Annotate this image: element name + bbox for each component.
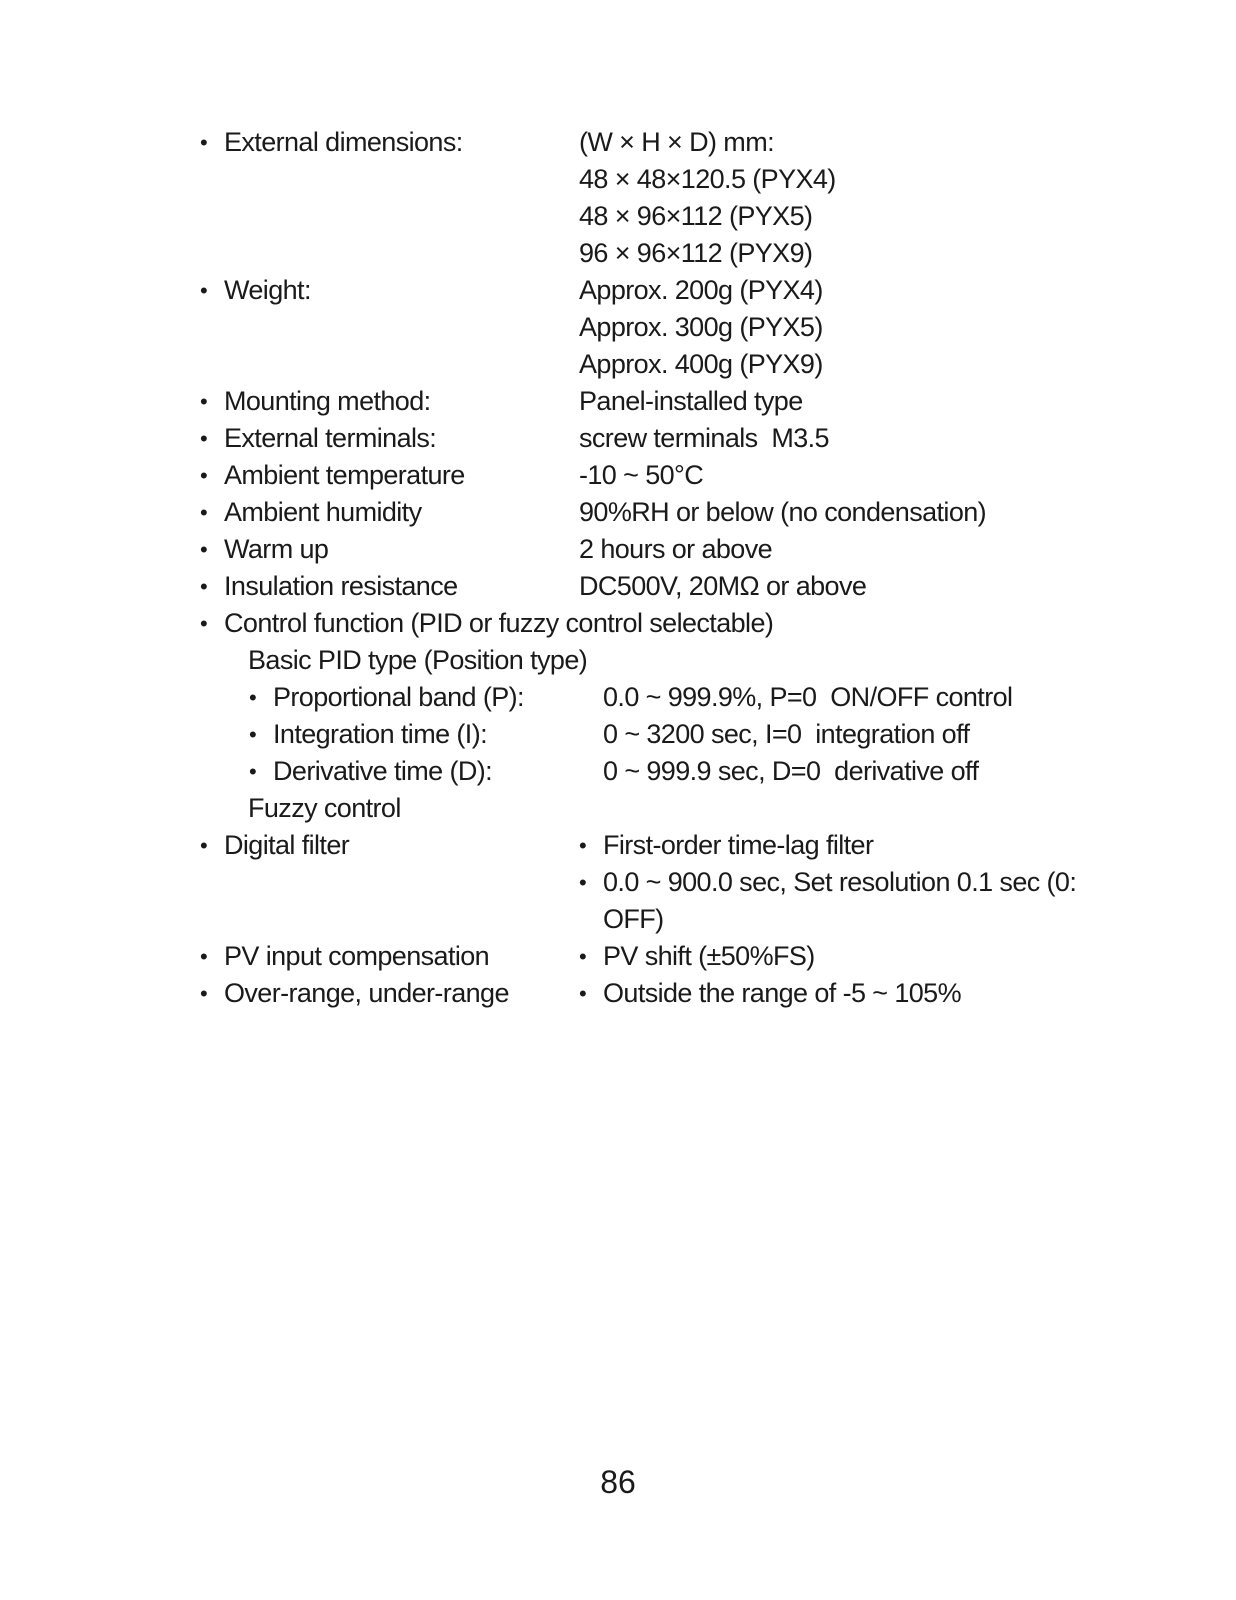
spec-value: First-order time-lag filter — [603, 830, 874, 860]
page-number: 86 — [600, 1464, 636, 1500]
bullet: • — [200, 130, 208, 155]
spec-row-continuation — [0, 198, 1236, 235]
spec-row-insulation-resistance — [0, 568, 1236, 605]
spec-label: Mounting method: — [224, 386, 431, 416]
spec-list — [0, 124, 1236, 1012]
spec-row-continuation — [0, 309, 1236, 346]
spec-value: 90%RH or below (no condensation) — [579, 497, 987, 527]
spec-row-external-terminals — [0, 420, 1236, 457]
bullet: • — [200, 389, 208, 414]
fuzzy-heading: Fuzzy control — [248, 793, 401, 823]
bullet: • — [200, 833, 208, 858]
spec-value: Outside the range of -5 ~ 105% — [603, 978, 961, 1008]
fuzzy-heading-row — [0, 790, 1236, 827]
spec-row-control-function — [0, 605, 1236, 642]
bullet: • — [579, 944, 587, 969]
spec-value: 0.0 ~ 900.0 sec, Set resolution 0.1 sec (0: — [603, 867, 1077, 897]
spec-row-continuation — [0, 235, 1236, 272]
spec-row-continuation — [0, 901, 1236, 938]
spec-label: Ambient humidity — [224, 497, 422, 527]
spec-value: Approx. 300g (PYX5) — [579, 312, 823, 342]
spec-label: Insulation resistance — [224, 571, 458, 601]
bullet: • — [579, 833, 587, 858]
spec-value: 96 × 96×112 (PYX9) — [579, 238, 813, 268]
spec-row-external-dimensions — [0, 124, 1236, 161]
spec-value: Approx. 400g (PYX9) — [579, 349, 823, 379]
pid-heading: Basic PID type (Position type) — [248, 645, 588, 675]
spec-value: screw terminals M3.5 — [579, 423, 829, 453]
spec-label: Digital filter — [224, 830, 350, 860]
bullet: • — [200, 463, 208, 488]
spec-row-pv-input-compensation — [0, 938, 1236, 975]
pid-value: 0.0 ~ 999.9%, P=0 ON/OFF control — [603, 682, 1013, 712]
bullet: • — [200, 611, 208, 636]
spec-row-weight — [0, 272, 1236, 309]
bullet: • — [200, 981, 208, 1006]
bullet: • — [579, 981, 587, 1006]
spec-label: Over-range, under-range — [224, 978, 509, 1008]
pid-row-integration-time — [0, 716, 1236, 753]
spec-value: -10 ~ 50°C — [579, 460, 704, 490]
spec-row-over-range — [0, 975, 1236, 1012]
spec-value: Panel-installed type — [579, 386, 803, 416]
pid-heading-row — [0, 642, 1236, 679]
bullet: • — [200, 537, 208, 562]
spec-value: DC500V, 20MΩ or above — [579, 571, 867, 601]
spec-row-digital-filter — [0, 827, 1236, 864]
spec-label: Warm up — [224, 534, 329, 564]
spec-row-ambient-temperature — [0, 457, 1236, 494]
spec-row-continuation — [0, 346, 1236, 383]
bullet: • — [200, 278, 208, 303]
bullet: • — [200, 426, 208, 451]
pid-label: Proportional band (P): — [273, 682, 524, 712]
spec-label: Control function (PID or fuzzy control selectable) — [224, 608, 774, 638]
spec-label: PV input compensation — [224, 941, 490, 971]
pid-row-derivative-time — [0, 753, 1236, 790]
spec-row-continuation — [0, 161, 1236, 198]
spec-value: 48 × 96×112 (PYX5) — [579, 201, 813, 231]
spec-label: Weight: — [224, 275, 311, 305]
spec-value: OFF) — [603, 904, 664, 934]
bullet: • — [579, 870, 587, 895]
spec-value: (W × H × D) mm: — [579, 127, 774, 157]
spec-label: Ambient temperature — [224, 460, 465, 490]
pid-value: 0 ~ 999.9 sec, D=0 derivative off — [603, 756, 979, 786]
bullet: • — [200, 944, 208, 969]
pid-value: 0 ~ 3200 sec, I=0 integration off — [603, 719, 970, 749]
spec-row-mounting-method — [0, 383, 1236, 420]
pid-label: Integration time (I): — [273, 719, 487, 749]
bullet: • — [200, 500, 208, 525]
spec-row-continuation — [0, 864, 1236, 901]
spec-value: PV shift (±50%FS) — [603, 941, 815, 971]
bullet: • — [249, 722, 257, 747]
pid-label: Derivative time (D): — [273, 756, 493, 786]
pid-row-proportional-band — [0, 679, 1236, 716]
spec-value: 48 × 48×120.5 (PYX4) — [579, 164, 836, 194]
spec-row-ambient-humidity — [0, 494, 1236, 531]
spec-label: External dimensions: — [224, 127, 463, 157]
spec-row-warm-up — [0, 531, 1236, 568]
spec-value: 2 hours or above — [579, 534, 773, 564]
bullet: • — [200, 574, 208, 599]
spec-value: Approx. 200g (PYX4) — [579, 275, 823, 305]
spec-label: External terminals: — [224, 423, 437, 453]
bullet: • — [249, 759, 257, 784]
bullet: • — [249, 685, 257, 710]
